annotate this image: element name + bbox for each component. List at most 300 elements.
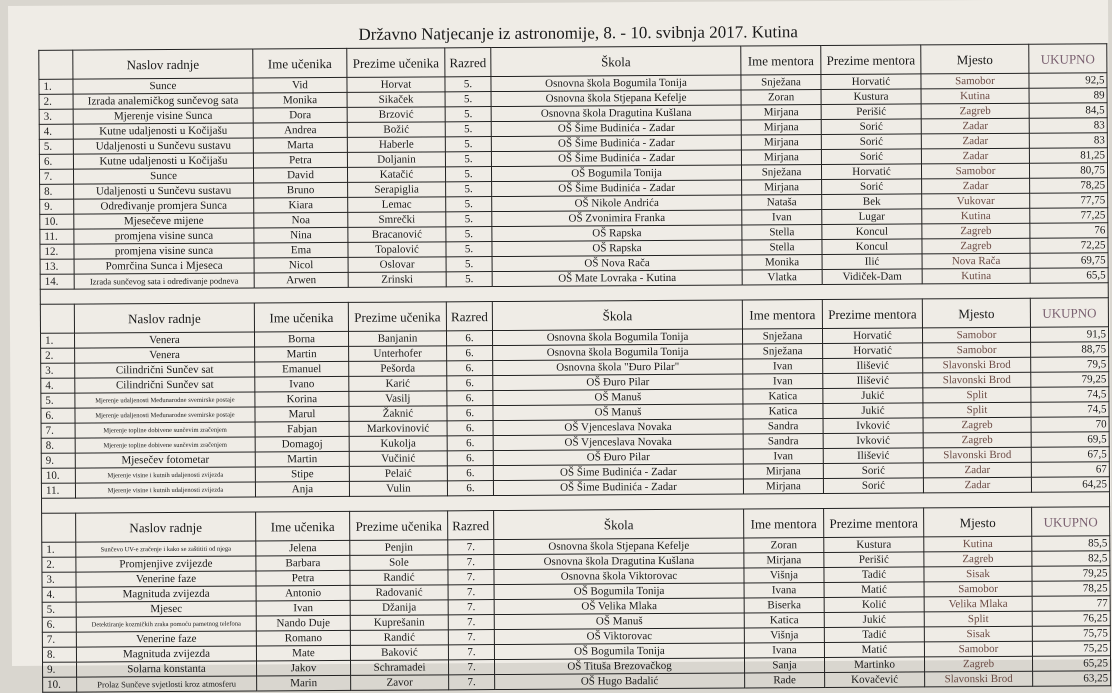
cell-mentor-last-name: Ivković xyxy=(823,433,923,449)
cell-school: Osnovna škola Dragutina Kušlana xyxy=(494,553,744,570)
cell-project-title: Venera xyxy=(74,332,254,348)
cell-mentor-last-name: Horvatić xyxy=(821,164,921,180)
column-header-project-title: Naslov radnje xyxy=(73,49,253,79)
cell-city: Slavonski Brod xyxy=(923,372,1031,388)
cell-rank: 6. xyxy=(42,617,76,632)
cell-student-last-name: Vulin xyxy=(349,481,447,497)
cell-grade: 5. xyxy=(445,167,491,182)
cell-mentor-first-name: Mirjana xyxy=(743,464,823,479)
cell-total-score: 80,75 xyxy=(1029,163,1107,178)
column-header-student-last-name: Prezime učenika xyxy=(350,511,448,541)
cell-student-last-name: Džanija xyxy=(350,600,448,616)
cell-school: OŠ Šime Budinića - Zadar xyxy=(491,135,741,152)
cell-student-first-name: Nina xyxy=(254,227,348,243)
cell-mentor-first-name: Snježana xyxy=(742,329,822,344)
cell-city: Zadar xyxy=(921,133,1029,149)
cell-total-score: 72,25 xyxy=(1030,238,1108,253)
cell-mentor-last-name: Matić xyxy=(824,582,924,598)
cell-rank: 7. xyxy=(39,169,73,184)
cell-student-first-name: Arwen xyxy=(254,272,348,288)
header-blank xyxy=(40,304,74,333)
column-header-grade: Razred xyxy=(446,302,492,331)
column-header-total-score: UKUPNO xyxy=(1029,44,1107,73)
cell-city: Zadar xyxy=(923,462,1031,478)
cell-school: OŠ Manuš xyxy=(493,389,743,406)
cell-rank: 4. xyxy=(39,124,73,139)
cell-grade: 7. xyxy=(448,570,494,585)
column-header-project-title: Naslov radnje xyxy=(74,303,254,333)
cell-student-last-name: Pelaić xyxy=(349,466,447,482)
cell-project-title: Mjesečev fotometar xyxy=(75,452,255,468)
cell-total-score: 70 xyxy=(1031,417,1109,432)
cell-total-score: 69,75 xyxy=(1030,253,1108,268)
cell-project-title: Mjerenje udaljenosti Međunarodne svemirske postaje xyxy=(75,392,255,408)
cell-school: Osnovna škola Bogumila Tonija xyxy=(491,75,741,92)
cell-student-last-name: Horvat xyxy=(347,77,445,93)
cell-school: Osnovna škola Stjepana Kefelje xyxy=(494,538,744,555)
cell-project-title: Prolaz Sunčeve svjetlosti kroz atmosferu xyxy=(77,676,257,692)
column-header-mentor-first-name: Ime mentora xyxy=(744,509,824,538)
cell-project-title: Udaljenosti u Sunčevu sustavu xyxy=(73,138,253,154)
cell-project-title: Izrada sunčevog sata i određivanje podneva xyxy=(74,273,254,289)
cell-project-title: Mjerenje visine i kutnih udaljenosti zvijezda xyxy=(75,467,255,483)
cell-total-score: 74,5 xyxy=(1031,402,1109,417)
cell-project-title: Određivanje promjera Sunca xyxy=(74,198,254,214)
cell-rank: 1. xyxy=(39,79,73,94)
column-header-city: Mjesto xyxy=(921,44,1029,74)
cell-project-title: Mjesečeve mijene xyxy=(74,213,254,229)
cell-grade: 7. xyxy=(449,675,495,690)
cell-school: OŠ Hugo Badalić xyxy=(495,673,745,690)
cell-mentor-first-name: Vlatka xyxy=(742,270,822,285)
cell-grade: 6. xyxy=(447,361,493,376)
cell-city: Samobor xyxy=(922,327,1030,343)
cell-rank: 4. xyxy=(41,378,75,393)
cell-project-title: Udaljenosti u Sunčevu sustavu xyxy=(74,183,254,199)
column-header-mentor-last-name: Prezime mentora xyxy=(824,508,924,538)
cell-rank: 11. xyxy=(41,483,75,498)
cell-rank: 4. xyxy=(42,587,76,602)
cell-grade: 6. xyxy=(447,406,493,421)
cell-student-last-name: Smrečki xyxy=(348,212,446,228)
cell-school: OŠ Rapska xyxy=(492,225,742,242)
cell-total-score: 83 xyxy=(1029,118,1107,133)
cell-grade: 5. xyxy=(445,92,491,107)
cell-city: Samobor xyxy=(921,73,1029,89)
cell-city: Zagreb xyxy=(924,551,1032,567)
cell-city: Zagreb xyxy=(923,432,1031,448)
cell-project-title: Venerine faze xyxy=(76,571,256,587)
cell-rank: 5. xyxy=(41,393,75,408)
column-header-mentor-first-name: Ime mentora xyxy=(742,300,822,329)
cell-city: Nova Rača xyxy=(922,253,1030,269)
cell-grade: 6. xyxy=(447,346,493,361)
cell-rank: 5. xyxy=(42,602,76,617)
cell-total-score: 76 xyxy=(1030,223,1108,238)
cell-rank: 12. xyxy=(40,244,74,259)
cell-rank: 2. xyxy=(41,348,75,363)
cell-city: Samobor xyxy=(924,581,1032,597)
cell-city: Samobor xyxy=(924,641,1032,657)
cell-mentor-last-name: Tadić xyxy=(824,627,924,643)
cell-school: OŠ Šime Budinića - Zadar xyxy=(491,150,741,167)
cell-city: Kutina xyxy=(921,88,1029,104)
cell-total-score: 78,25 xyxy=(1030,178,1108,193)
cell-total-score: 92,5 xyxy=(1029,73,1107,88)
cell-mentor-first-name: Snježana xyxy=(743,344,823,359)
cell-mentor-last-name: Koncul xyxy=(822,239,922,255)
cell-student-first-name: Petra xyxy=(253,152,347,168)
cell-grade: 7. xyxy=(448,615,494,630)
cell-school: OŠ Mate Lovraka - Kutina xyxy=(492,270,742,287)
cell-school: OŠ Šime Budinića - Zadar xyxy=(492,180,742,197)
cell-project-title: Mjerenje visine i kutnih udaljenosti zvijezda xyxy=(75,482,255,498)
cell-mentor-first-name: Katica xyxy=(743,389,823,404)
cell-student-last-name: Sikaček xyxy=(347,92,445,108)
cell-total-score: 64,25 xyxy=(1031,477,1109,492)
cell-mentor-first-name: Mirjana xyxy=(741,120,821,135)
cell-student-first-name: Bruno xyxy=(254,182,348,198)
column-header-school: Škola xyxy=(494,509,744,540)
cell-total-score: 83 xyxy=(1029,133,1107,148)
cell-school: OŠ Šime Budinića - Zadar xyxy=(491,120,741,137)
cell-grade: 5. xyxy=(445,152,491,167)
cell-rank: 9. xyxy=(43,662,77,677)
column-header-school: Škola xyxy=(491,46,741,77)
cell-city: Split xyxy=(924,611,1032,627)
cell-mentor-last-name: Horvatić xyxy=(822,328,922,344)
cell-total-score: 67 xyxy=(1031,462,1109,477)
cell-student-first-name: Kiara xyxy=(254,197,348,213)
cell-mentor-first-name: Ivana xyxy=(744,583,824,598)
cell-student-last-name: Lemac xyxy=(348,197,446,213)
cell-city: Slavonski Brod xyxy=(923,447,1031,463)
cell-mentor-first-name: Snježana xyxy=(741,165,821,180)
cell-total-score: 78,25 xyxy=(1032,581,1110,596)
cell-mentor-last-name: Jukić xyxy=(823,403,923,419)
cell-student-first-name: Ema xyxy=(254,242,348,258)
cell-school: OŠ Šime Budinića - Zadar xyxy=(493,479,743,496)
cell-total-score: 89 xyxy=(1029,88,1107,103)
cell-city: Slavonski Brod xyxy=(923,357,1031,373)
cell-school: OŠ Zvonimira Franka xyxy=(492,210,742,227)
column-header-city: Mjesto xyxy=(924,507,1032,537)
cell-total-score: 75,75 xyxy=(1032,626,1110,641)
cell-mentor-first-name: Katica xyxy=(743,404,823,419)
cell-school: Osnovna škola "Đuro Pilar" xyxy=(493,359,743,376)
cell-rank: 1. xyxy=(42,542,76,557)
cell-grade: 7. xyxy=(448,600,494,615)
cell-project-title: Izrada analemičkog sunčevog sata xyxy=(73,93,253,109)
cell-mentor-first-name: Višnja xyxy=(744,628,824,643)
cell-student-first-name: Vid xyxy=(253,77,347,93)
cell-grade: 5. xyxy=(446,242,492,257)
cell-grade: 7. xyxy=(448,630,494,645)
cell-student-last-name: Božić xyxy=(347,122,445,138)
cell-school: OŠ Tituša Brezovačkog xyxy=(495,658,745,675)
cell-student-first-name: Fabjan xyxy=(255,421,349,437)
column-header-school: Škola xyxy=(492,300,742,331)
cell-rank: 5. xyxy=(39,139,73,154)
column-header-project-title: Naslov radnje xyxy=(76,512,256,542)
cell-student-last-name: Oslovar xyxy=(348,257,446,273)
cell-mentor-last-name: Sorić xyxy=(821,134,921,150)
cell-mentor-first-name: Katica xyxy=(744,613,824,628)
cell-total-score: 77,25 xyxy=(1030,208,1108,223)
cell-mentor-first-name: Mirjana xyxy=(741,105,821,120)
column-header-student-first-name: Ime učenika xyxy=(254,302,348,332)
cell-school: OŠ Vjenceslava Novaka xyxy=(493,434,743,451)
cell-rank: 2. xyxy=(42,557,76,572)
cell-project-title: Mjerenje visine Sunca xyxy=(73,108,253,124)
cell-student-first-name: David xyxy=(253,167,347,183)
cell-student-last-name: Vučinić xyxy=(349,451,447,467)
cell-project-title: Venera xyxy=(75,347,255,363)
cell-school: Osnovna škola Viktorovac xyxy=(494,568,744,585)
cell-student-last-name: Haberle xyxy=(347,137,445,153)
cell-student-last-name: Katačić xyxy=(347,167,445,183)
cell-mentor-last-name: Horvatić xyxy=(823,343,923,359)
cell-grade: 6. xyxy=(447,376,493,391)
cell-student-first-name: Noa xyxy=(254,212,348,228)
cell-project-title: Pomrčina Sunca i Mjeseca xyxy=(74,258,254,274)
cell-project-title: Venerine faze xyxy=(76,631,256,647)
cell-total-score: 74,5 xyxy=(1031,387,1109,402)
cell-grade: 5. xyxy=(445,122,491,137)
cell-student-first-name: Nando Duje xyxy=(256,615,350,631)
cell-student-last-name: Banjanin xyxy=(348,331,446,347)
cell-school: OŠ Šime Budinića - Zadar xyxy=(493,464,743,481)
cell-mentor-first-name: Sanja xyxy=(744,658,824,673)
cell-mentor-last-name: Sorić xyxy=(823,478,923,494)
cell-school: OŠ Đuro Pilar xyxy=(493,449,743,466)
cell-student-last-name: Randić xyxy=(350,630,448,646)
cell-project-title: Mjerenje topline dobivene sunčevim zračenjem xyxy=(75,437,255,453)
cell-rank: 1. xyxy=(41,333,75,348)
cell-mentor-first-name: Stella xyxy=(742,240,822,255)
cell-student-last-name: Zrinski xyxy=(348,272,446,288)
cell-grade: 5. xyxy=(446,197,492,212)
cell-project-title: Solarna konstanta xyxy=(77,661,257,677)
cell-city: Zadar xyxy=(921,148,1029,164)
cell-student-first-name: Martin xyxy=(255,451,349,467)
column-header-grade: Razred xyxy=(445,48,491,77)
cell-mentor-last-name: Tadić xyxy=(824,567,924,583)
cell-mentor-first-name: Mirjana xyxy=(743,479,823,494)
cell-mentor-first-name: Ivan xyxy=(743,374,823,389)
cell-rank: 14. xyxy=(40,274,74,289)
cell-student-last-name: Baković xyxy=(350,645,448,661)
cell-student-first-name: Marul xyxy=(255,406,349,422)
cell-city: Zadar xyxy=(922,178,1030,194)
cell-city: Zagreb xyxy=(922,238,1030,254)
cell-mentor-first-name: Ivana xyxy=(744,643,824,658)
cell-mentor-last-name: Jukić xyxy=(824,612,924,628)
header-blank xyxy=(39,50,73,79)
cell-school: OŠ Bogumila Tonija xyxy=(494,643,744,660)
cell-total-score: 79,25 xyxy=(1032,566,1110,581)
cell-total-score: 65,25 xyxy=(1032,656,1110,671)
cell-school: OŠ Vjenceslava Novaka xyxy=(493,419,743,436)
cell-project-title: promjena visine sunca xyxy=(74,243,254,259)
cell-project-title: Magnituda zvijezda xyxy=(76,646,256,662)
cell-rank: 11. xyxy=(40,229,74,244)
cell-student-last-name: Doljanin xyxy=(347,152,445,168)
cell-total-score: 82,5 xyxy=(1032,551,1110,566)
cell-mentor-last-name: Kustura xyxy=(824,537,924,553)
cell-total-score: 77,75 xyxy=(1030,193,1108,208)
cell-student-first-name: Andrea xyxy=(253,122,347,138)
cell-total-score: 81,25 xyxy=(1029,148,1107,163)
cell-grade: 7. xyxy=(448,585,494,600)
cell-rank: 7. xyxy=(41,423,75,438)
cell-total-score: 76,25 xyxy=(1032,611,1110,626)
cell-mentor-first-name: Ivan xyxy=(743,449,823,464)
cell-project-title: Kutne udaljenosti u Kočijašu xyxy=(73,123,253,139)
cell-student-first-name: Jelena xyxy=(256,540,350,556)
cell-mentor-last-name: Kovačević xyxy=(825,672,925,688)
cell-mentor-first-name: Sandra xyxy=(743,434,823,449)
cell-mentor-last-name: Sorić xyxy=(821,119,921,135)
cell-city: Vukovar xyxy=(922,193,1030,209)
cell-school: Osnovna škola Stjepana Kefelje xyxy=(491,90,741,107)
cell-student-first-name: Monika xyxy=(253,92,347,108)
cell-total-score: 85,5 xyxy=(1032,536,1110,551)
cell-student-last-name: Kuprešanin xyxy=(350,615,448,631)
cell-rank: 3. xyxy=(39,109,73,124)
cell-city: Sisak xyxy=(924,626,1032,642)
cell-mentor-last-name: Jukić xyxy=(823,388,923,404)
cell-student-last-name: Karić xyxy=(349,376,447,392)
cell-total-score: 67,5 xyxy=(1031,447,1109,462)
cell-student-first-name: Marta xyxy=(253,137,347,153)
cell-city: Kutina xyxy=(924,536,1032,552)
cell-mentor-last-name: Ilišević xyxy=(823,448,923,464)
cell-school: OŠ Bogumila Tonija xyxy=(494,583,744,600)
cell-school: Osnovna škola Bogumila Tonija xyxy=(493,344,743,361)
cell-grade: 6. xyxy=(447,436,493,451)
cell-rank: 6. xyxy=(41,408,75,423)
cell-school: OŠ Nova Rača xyxy=(492,255,742,272)
cell-mentor-first-name: Mirjana xyxy=(741,150,821,165)
cell-grade: 7. xyxy=(448,555,494,570)
cell-rank: 10. xyxy=(40,214,74,229)
cell-total-score: 65,5 xyxy=(1030,268,1108,283)
cell-project-title: Detektiranje kozmičkih zraka pomoću pametnog telefona xyxy=(76,616,256,632)
cell-student-first-name: Mate xyxy=(256,645,350,661)
cell-student-first-name: Borna xyxy=(254,331,348,347)
cell-mentor-last-name: Kustura xyxy=(821,89,921,105)
cell-student-last-name: Žaknić xyxy=(349,406,447,422)
cell-mentor-last-name: Ilić xyxy=(822,254,922,270)
cell-student-last-name: Unterhofer xyxy=(349,346,447,362)
cell-grade: 6. xyxy=(447,451,493,466)
cell-mentor-first-name: Ivan xyxy=(742,210,822,225)
document-sheet xyxy=(8,0,1112,691)
header-blank xyxy=(42,513,76,542)
cell-city: Split xyxy=(923,402,1031,418)
cell-rank: 9. xyxy=(41,453,75,468)
cell-student-first-name: Dora xyxy=(253,107,347,123)
cell-student-last-name: Zavor xyxy=(351,675,449,691)
cell-mentor-first-name: Mirjana xyxy=(742,180,822,195)
cell-project-title: promjena visine sunca xyxy=(74,228,254,244)
cell-grade: 7. xyxy=(448,540,494,555)
cell-project-title: Cilindrični Sunčev sat xyxy=(75,377,255,393)
cell-student-last-name: Kukolja xyxy=(349,436,447,452)
cell-project-title: Mjerenje topline dobivene sunčevim zračenjem xyxy=(75,422,255,438)
column-header-mentor-first-name: Ime mentora xyxy=(741,46,821,75)
cell-student-last-name: Markovinović xyxy=(349,421,447,437)
cell-city: Sisak xyxy=(924,566,1032,582)
cell-total-score: 84,5 xyxy=(1029,103,1107,118)
cell-rank: 7. xyxy=(42,632,76,647)
cell-student-last-name: Bracanović xyxy=(348,227,446,243)
cell-total-score: 63,25 xyxy=(1033,671,1111,686)
cell-student-first-name: Korina xyxy=(255,391,349,407)
cell-grade: 6. xyxy=(447,466,493,481)
cell-mentor-last-name: Ilišević xyxy=(823,358,923,374)
column-header-total-score: UKUPNO xyxy=(1030,298,1108,327)
cell-mentor-last-name: Sorić xyxy=(822,179,922,195)
cell-student-first-name: Barbara xyxy=(256,555,350,571)
cell-project-title: Sunčevo UV-e zračenje i kako se zaštititi od njega xyxy=(76,541,256,557)
cell-student-first-name: Ivano xyxy=(255,376,349,392)
cell-grade: 5. xyxy=(446,272,492,287)
cell-city: Zagreb xyxy=(923,417,1031,433)
cell-mentor-last-name: Ilišević xyxy=(823,373,923,389)
cell-grade: 6. xyxy=(446,331,492,346)
cell-grade: 5. xyxy=(445,77,491,92)
cell-grade: 5. xyxy=(445,107,491,122)
cell-mentor-first-name: Mirjana xyxy=(741,135,821,150)
cell-rank: 3. xyxy=(42,572,76,587)
column-header-student-last-name: Prezime učenika xyxy=(347,48,445,78)
cell-grade: 5. xyxy=(446,227,492,242)
cell-city: Samobor xyxy=(923,342,1031,358)
cell-total-score: 88,75 xyxy=(1031,342,1109,357)
cell-city: Zagreb xyxy=(921,103,1029,119)
cell-city: Velika Mlaka xyxy=(924,596,1032,612)
cell-mentor-first-name: Rade xyxy=(745,673,825,688)
cell-rank: 13. xyxy=(40,259,74,274)
cell-school: OŠ Rapska xyxy=(492,240,742,257)
column-header-student-first-name: Ime učenika xyxy=(256,511,350,541)
cell-student-first-name: Stipe xyxy=(255,466,349,482)
cell-student-last-name: Serapiglia xyxy=(348,182,446,198)
cell-total-score: 75,25 xyxy=(1032,641,1110,656)
cell-student-last-name: Randić xyxy=(350,570,448,586)
cell-mentor-last-name: Martinko xyxy=(824,657,924,673)
cell-mentor-first-name: Nataša xyxy=(742,195,822,210)
cell-mentor-last-name: Sorić xyxy=(821,149,921,165)
cell-mentor-last-name: Horvatić xyxy=(821,74,921,90)
cell-city: Zagreb xyxy=(924,656,1032,672)
cell-mentor-last-name: Ivković xyxy=(823,418,923,434)
cell-total-score: 77 xyxy=(1032,596,1110,611)
cell-mentor-first-name: Monika xyxy=(742,255,822,270)
column-header-mentor-last-name: Prezime mentora xyxy=(822,299,922,329)
cell-mentor-last-name: Koncul xyxy=(822,224,922,240)
cell-school: OŠ Manuš xyxy=(494,613,744,630)
cell-total-score: 69,5 xyxy=(1031,432,1109,447)
cell-grade: 6. xyxy=(447,391,493,406)
cell-city: Zadar xyxy=(921,118,1029,134)
cell-school: OŠ Nikole Andrića xyxy=(492,195,742,212)
cell-mentor-first-name: Stella xyxy=(742,225,822,240)
cell-mentor-last-name: Sorić xyxy=(823,463,923,479)
cell-city: Kutina xyxy=(922,268,1030,284)
